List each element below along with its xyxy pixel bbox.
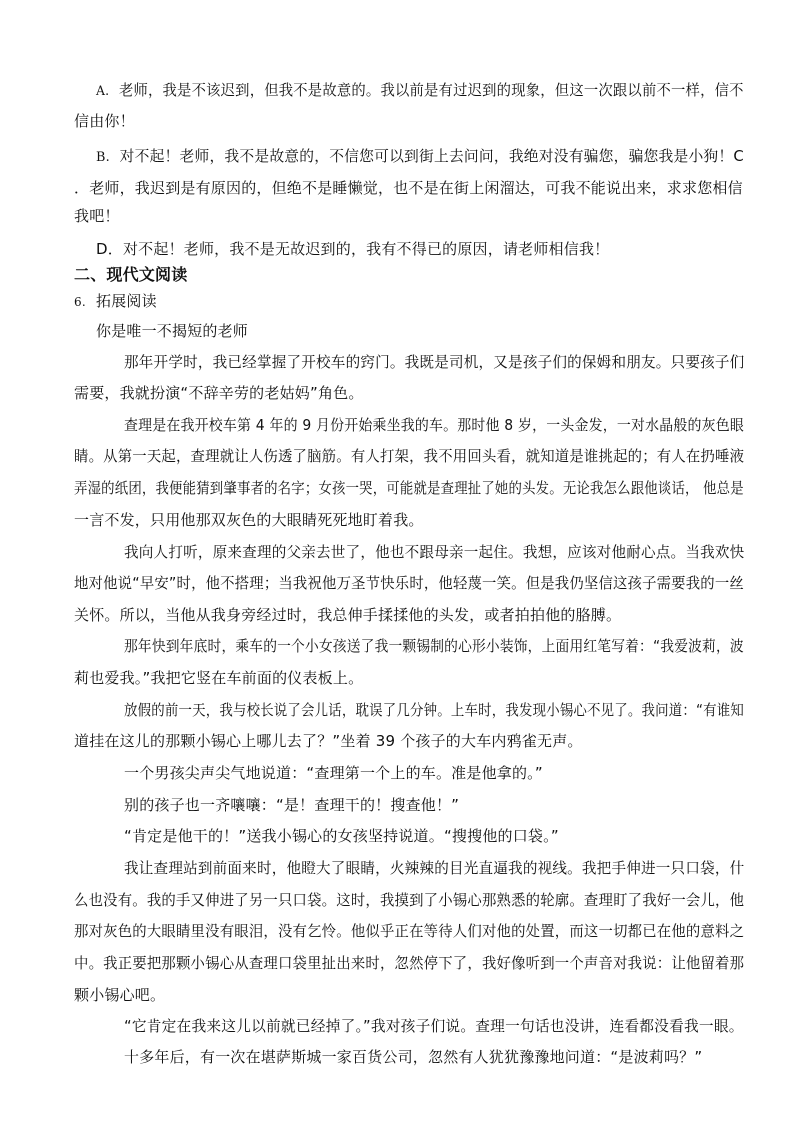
article-line: 那年快到年底时，乘车的一个小女孩送了我一颗锡制的心形小装饰，上面用红笔写着：“我爱波莉，波: [124, 637, 744, 655]
article-line: 道挂在这儿的那颗小锡心上哪儿去了？”坐着 39 个孩子的大车内鸦雀无声。: [74, 732, 583, 750]
article-line: 十多年后，有一次在堪萨斯城一家百货公司，忽然有人犹犹豫豫地问道：“是波莉吗？”: [124, 1048, 703, 1066]
question-number: 6.: [74, 295, 86, 309]
option-c-line-1: ．老师，我迟到是有原因的，但绝不是睡懒觉，也不是在街上闲溜达，可我不能说出来，求求您相信: [74, 179, 743, 197]
article-line: 那年开学时，我已经掌握了开校车的窍门。我既是司机，又是孩子们的保姆和朋友。只要孩子们: [124, 353, 745, 371]
option-d-line-1: D．对不起！老师，我不是无故迟到的，我有不得已的原因，请老师相信我！: [96, 240, 610, 258]
article-line: 地对他说“早安”时，他不搭理；当我祝他万圣节快乐时，他轻蔑一笑。但是我仍坚信这孩子需要我的一丝: [74, 574, 744, 592]
article-line: 别的孩子也一齐嚷嚷：“是！查理干的！搜查他！”: [124, 796, 460, 814]
article-line: 放假的前一天，我与校长说了会儿话，耽误了几分钟。上车时，我发现小锡心不见了。我问道：“有谁知: [124, 701, 745, 719]
article-line: 那对灰色的大眼睛里没有眼泪，没有乞怜。他似乎正在等待人们对他的处置，而这一切都已在他的意料之: [74, 922, 745, 940]
question-label: 拓展阅读: [96, 292, 157, 310]
article-line: 弄湿的纸团，我便能猜到肇事者的名字；女孩一哭，可能就是查理扯了她的头发。无论我怎么跟他谈话， 他总是: [74, 479, 744, 497]
section-title: 二、现代文阅读: [74, 265, 188, 284]
option-a-line-2: 信由你！: [74, 112, 135, 130]
option-c-line-2: 我吧！: [74, 207, 120, 225]
article-line: 我让查理站到前面来时，他瞪大了眼睛，火辣辣的目光直逼我的视线。我把手伸进一只口袋，什: [124, 859, 745, 877]
question-6: [74, 291, 157, 312]
article-line: 睛。从第一天起，查理就让人伤透了脑筋。有人打架，我不用回头看，就知道是谁挑起的；有人在扔唾液: [74, 447, 745, 465]
article-line: 莉也爱我。”我把它竖在车前面的仪表板上。: [74, 669, 364, 687]
option-b-line-1: [96, 146, 744, 168]
article-line: “它肯定在我来这儿以前就已经掉了。”我对孩子们说。查理一句话也没讲，连看都没看我一眼。: [124, 1017, 744, 1035]
option-a-text: 老师，我是不该迟到，但我不是故意的。我以前是有过迟到的现象，但这一次跟以前不一样，信不: [118, 81, 744, 99]
option-a-line-1: [96, 80, 744, 102]
article-line: 一个男孩尖声尖气地说道：“查理第一个上的车。准是他拿的。”: [124, 764, 543, 782]
article-line: 关怀。所以，当他从我身旁经过时，我总伸手揉揉他的头发，或者拍拍他的胳膊。: [74, 606, 622, 624]
article-line: 中。我正要把那颗小锡心从查理口袋里扯出来时，忽然停下了，我好像听到一个声音对我说：让他留着那: [74, 954, 745, 972]
article-line: 颗小锡心吧。: [74, 986, 166, 1004]
article-line: 我向人打听，原来查理的父亲去世了，他也不跟母亲一起住。我想，应该对他耐心点。当我欢快: [124, 543, 745, 561]
option-b-text: 对不起！老师，我不是故意的，不信您可以到街上去问问，我绝对没有骗您，骗您我是小狗！C: [119, 147, 744, 165]
option-a-label: A.: [96, 84, 110, 99]
article-title: 你是唯一不揭短的老师: [96, 322, 249, 340]
article-line: 一言不发，只用他那双灰色的大眼睛死死地盯着我。: [74, 511, 424, 529]
article-line: 么也没有。我的手又伸进了另一只口袋。这时，我摸到了小锡心那熟悉的轮廓。查理盯了我好一会儿，他: [74, 891, 745, 909]
article-line: “肯定是他干的！”送我小锡心的女孩坚持说道。“搜搜他的口袋。”: [124, 827, 559, 845]
article-line: 查理是在我开校车第 4 年的 9 月份开始乘坐我的车。那时他 8 岁，一头金发，一对水晶般的灰色眼: [124, 416, 745, 434]
option-b-label: B.: [96, 150, 110, 165]
article-line: 需要，我就扮演“不辞辛劳的老姑妈”角色。: [74, 384, 364, 402]
